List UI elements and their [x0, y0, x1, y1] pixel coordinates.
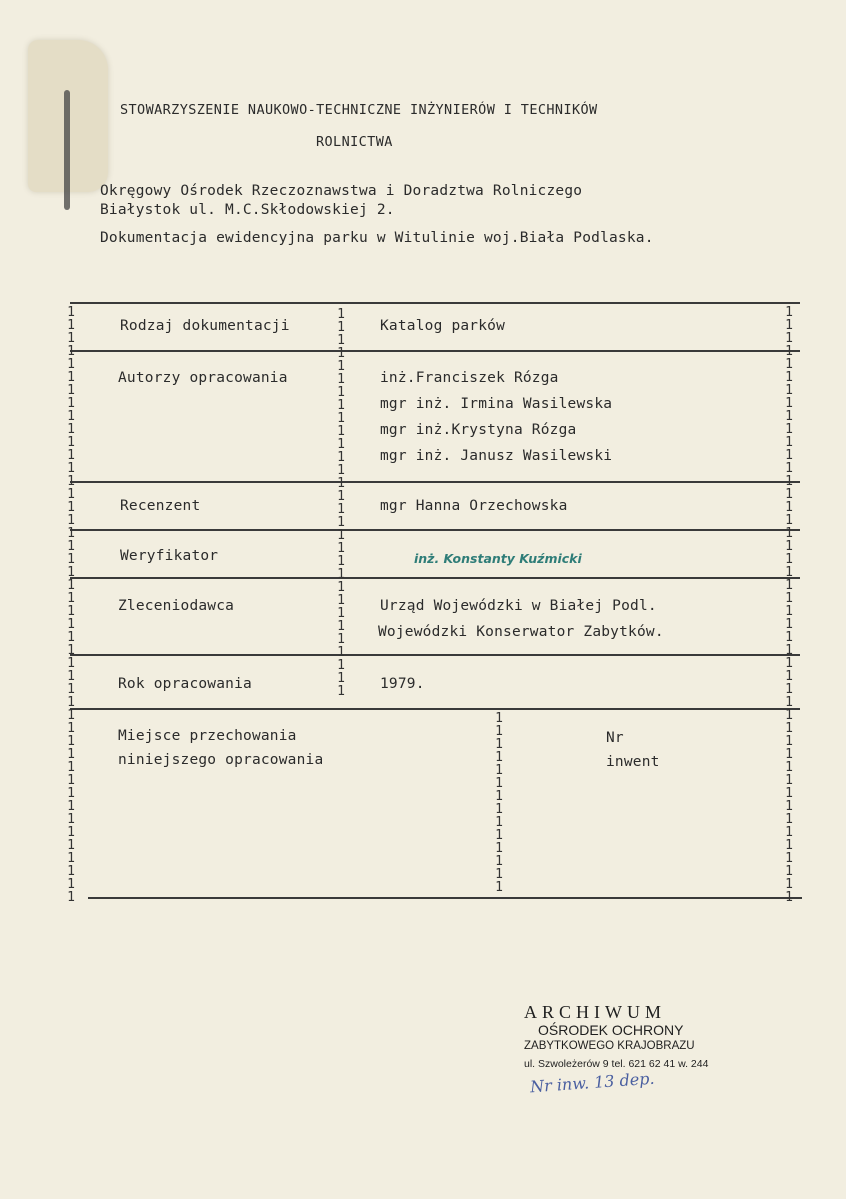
label-authors: Autorzy opracowania: [118, 370, 288, 386]
label-verifier: Weryfikator: [120, 548, 219, 564]
value-reviewer: mgr Hanna Orzechowska: [380, 498, 568, 514]
left-border-marks: 1 1 1 1 1 1 1 1 1 1 1 1 1 1 1 1 1 1 1 1 1 1 1 1 1 1 1 1 1 1 1 1 1 1 1 1 1 1 1 1 1 1 1 1 1 1: [67, 305, 75, 905]
archive-stamp-line-3: ul. Szwoleżerów 9 tel. 621 62 41 w. 244: [524, 1058, 709, 1070]
value-author: mgr inż.Krystyna Rózga: [380, 422, 577, 438]
archive-stamp-line-2: ZABYTKOWEGO KRAJOBRAZU: [524, 1040, 695, 1052]
value-author: inż.Franciszek Rózga: [380, 370, 559, 386]
row-divider: [70, 654, 800, 656]
label-client: Zleceniodawca: [118, 598, 235, 614]
label-year: Rok opracowania: [118, 676, 252, 692]
handwritten-inventory-note: Nr inw. 13 dep.: [529, 1068, 656, 1097]
organization-line-2: Białystok ul. M.C.Skłodowskiej 2.: [100, 202, 395, 218]
table-top-rule: [70, 302, 800, 304]
archive-stamp-title: ARCHIWUM: [524, 1002, 666, 1022]
label-inventory-1: Nr: [606, 730, 624, 746]
row-divider: [70, 577, 800, 579]
verifier-stamp: inż. Konstanty Kuźmicki: [414, 551, 582, 566]
label-storage-1: Miejsce przechowania: [118, 728, 297, 744]
organization-line-1: Okręgowy Ośrodek Rzeczoznawstwa i Doradztwa Rolniczego: [100, 183, 583, 199]
tape-stain: [64, 90, 70, 210]
label-inventory-2: inwent: [606, 754, 660, 770]
table-bottom-rule: [88, 897, 802, 899]
row-divider: [70, 350, 800, 352]
right-border-marks: 1 1 1 1 1 1 1 1 1 1 1 1 1 1 1 1 1 1 1 1 1 1 1 1 1 1 1 1 1 1 1 1 1 1 1 1 1 1 1 1 1 1 1 1 1 1: [785, 305, 793, 905]
header-line-1: STOWARZYSZENIE NAUKOWO-TECHNICZNE INŻYNIERÓW I TECHNIKÓW: [120, 102, 598, 118]
value-client: Urząd Wojewódzki w Białej Podl.: [380, 598, 657, 614]
label-storage-2: niniejszego opracowania: [118, 752, 324, 768]
document-title: Dokumentacja ewidencyjna parku w Witulinie woj.Biała Podlaska.: [100, 230, 654, 246]
value-documentation-type: Katalog parków: [380, 318, 506, 334]
adhesive-tape-mark: [28, 40, 108, 192]
inner-border-marks: 1 1 1 1 1 1 1 1 1 1 1 1 1 1: [495, 711, 503, 895]
row-divider: [70, 481, 800, 483]
header-line-2: ROLNICTWA: [316, 134, 393, 150]
label-reviewer: Recenzent: [120, 498, 201, 514]
value-author: mgr inż. Janusz Wasilewski: [380, 448, 613, 464]
value-client: Wojewódzki Konserwator Zabytków.: [378, 624, 664, 640]
label-documentation-type: Rodzaj dokumentacji: [120, 318, 290, 334]
value-year: 1979.: [380, 676, 425, 692]
archive-stamp-line-1: OŚRODEK OCHRONY: [538, 1022, 684, 1038]
middle-border-marks: 1 1 1 1 1 1 1 1 1 1 1 1 1 1 1 1 1 1 1 1 1 1 1 1 1 1 1 1 1 1: [337, 307, 345, 699]
value-author: mgr inż. Irmina Wasilewska: [380, 396, 613, 412]
row-divider: [70, 529, 800, 531]
row-divider: [70, 708, 800, 710]
